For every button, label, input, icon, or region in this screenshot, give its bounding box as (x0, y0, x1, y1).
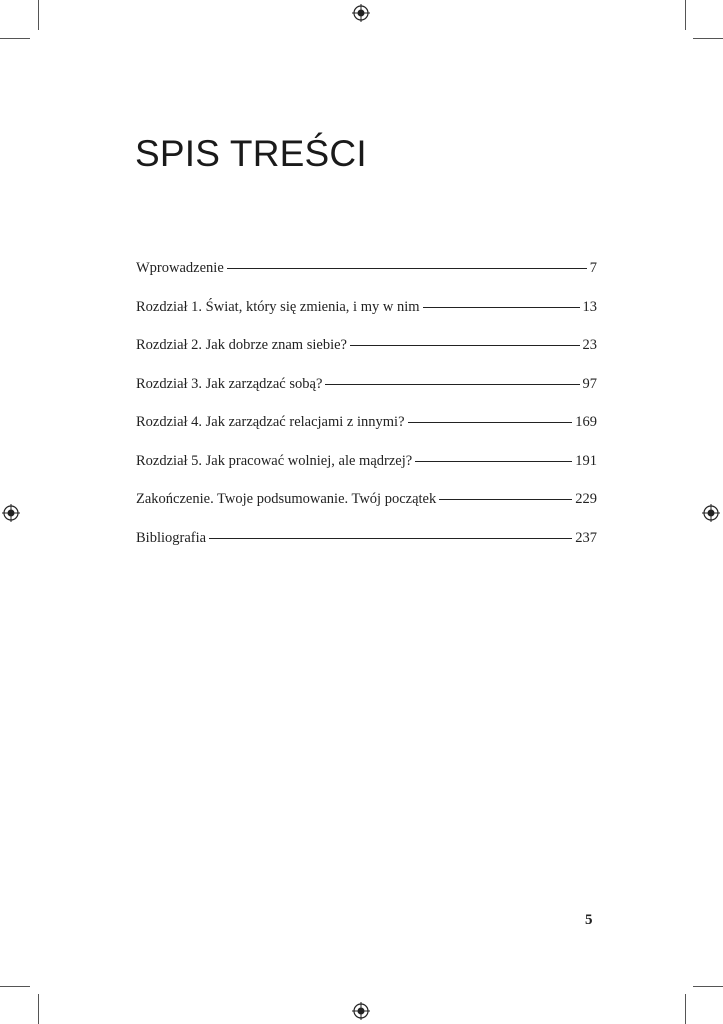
toc-leader-line (423, 307, 580, 308)
toc-entry-label: Zakończenie. Twoje podsumowanie. Twój początek (136, 491, 437, 507)
crop-mark-top-left (38, 0, 39, 30)
toc-entry-page: 97 (582, 375, 597, 392)
toc-leader-line (408, 422, 573, 423)
toc-entry-page: 237 (575, 529, 597, 546)
toc-entry[interactable] (136, 258, 597, 297)
toc-leader-line (209, 538, 572, 539)
toc-entry-label: Rozdział 3. Jak zarządzać sobą? (136, 375, 323, 392)
page-number: 5 (585, 912, 593, 928)
registration-mark-icon (352, 1002, 370, 1020)
toc-leader-line (415, 461, 572, 462)
toc-entry-page: 229 (575, 491, 597, 507)
toc-entry-label: Rozdział 4. Jak zarządzać relacjami z innymi? (136, 414, 405, 430)
crop-mark-bottom-right (685, 994, 686, 1024)
toc-entry-page: 23 (582, 337, 597, 353)
toc-entry[interactable] (136, 297, 597, 336)
toc-entry-page: 13 (582, 298, 597, 315)
table-of-contents (136, 258, 597, 566)
toc-entry-page: 7 (589, 260, 597, 276)
toc-entry-label: Bibliografia (136, 529, 207, 546)
toc-entry-label: Rozdział 1. Świat, który się zmienia, i my w nim (136, 298, 420, 315)
toc-entry-label: Rozdział 5. Jak pracować wolniej, ale mądrzej? (136, 452, 413, 469)
toc-entry-label: Wprowadzenie (136, 260, 224, 276)
toc-entry[interactable] (136, 374, 597, 413)
toc-entry[interactable] (136, 451, 597, 490)
toc-entry[interactable] (136, 528, 597, 567)
toc-leader-line (227, 268, 587, 269)
toc-entry[interactable] (136, 489, 597, 528)
registration-mark-icon (352, 4, 370, 22)
crop-mark-bottom-left-h (0, 986, 30, 987)
toc-entry-page: 191 (575, 452, 597, 469)
registration-mark-icon (2, 504, 20, 522)
toc-entry-page: 169 (575, 414, 597, 430)
page-title: SPIS TREŚCI (135, 133, 367, 174)
registration-mark-icon (702, 504, 720, 522)
toc-entry-label: Rozdział 2. Jak dobrze znam siebie? (136, 337, 347, 353)
toc-leader-line (325, 384, 579, 385)
crop-mark-bottom-left (38, 994, 39, 1024)
toc-leader-line (439, 499, 572, 500)
toc-entry[interactable] (136, 335, 597, 374)
crop-mark-top-left-h (0, 38, 30, 39)
toc-entry[interactable] (136, 412, 597, 451)
crop-mark-bottom-right-h (693, 986, 723, 987)
crop-mark-top-right-h (693, 38, 723, 39)
toc-leader-line (350, 345, 580, 346)
crop-mark-top-right (685, 0, 686, 30)
